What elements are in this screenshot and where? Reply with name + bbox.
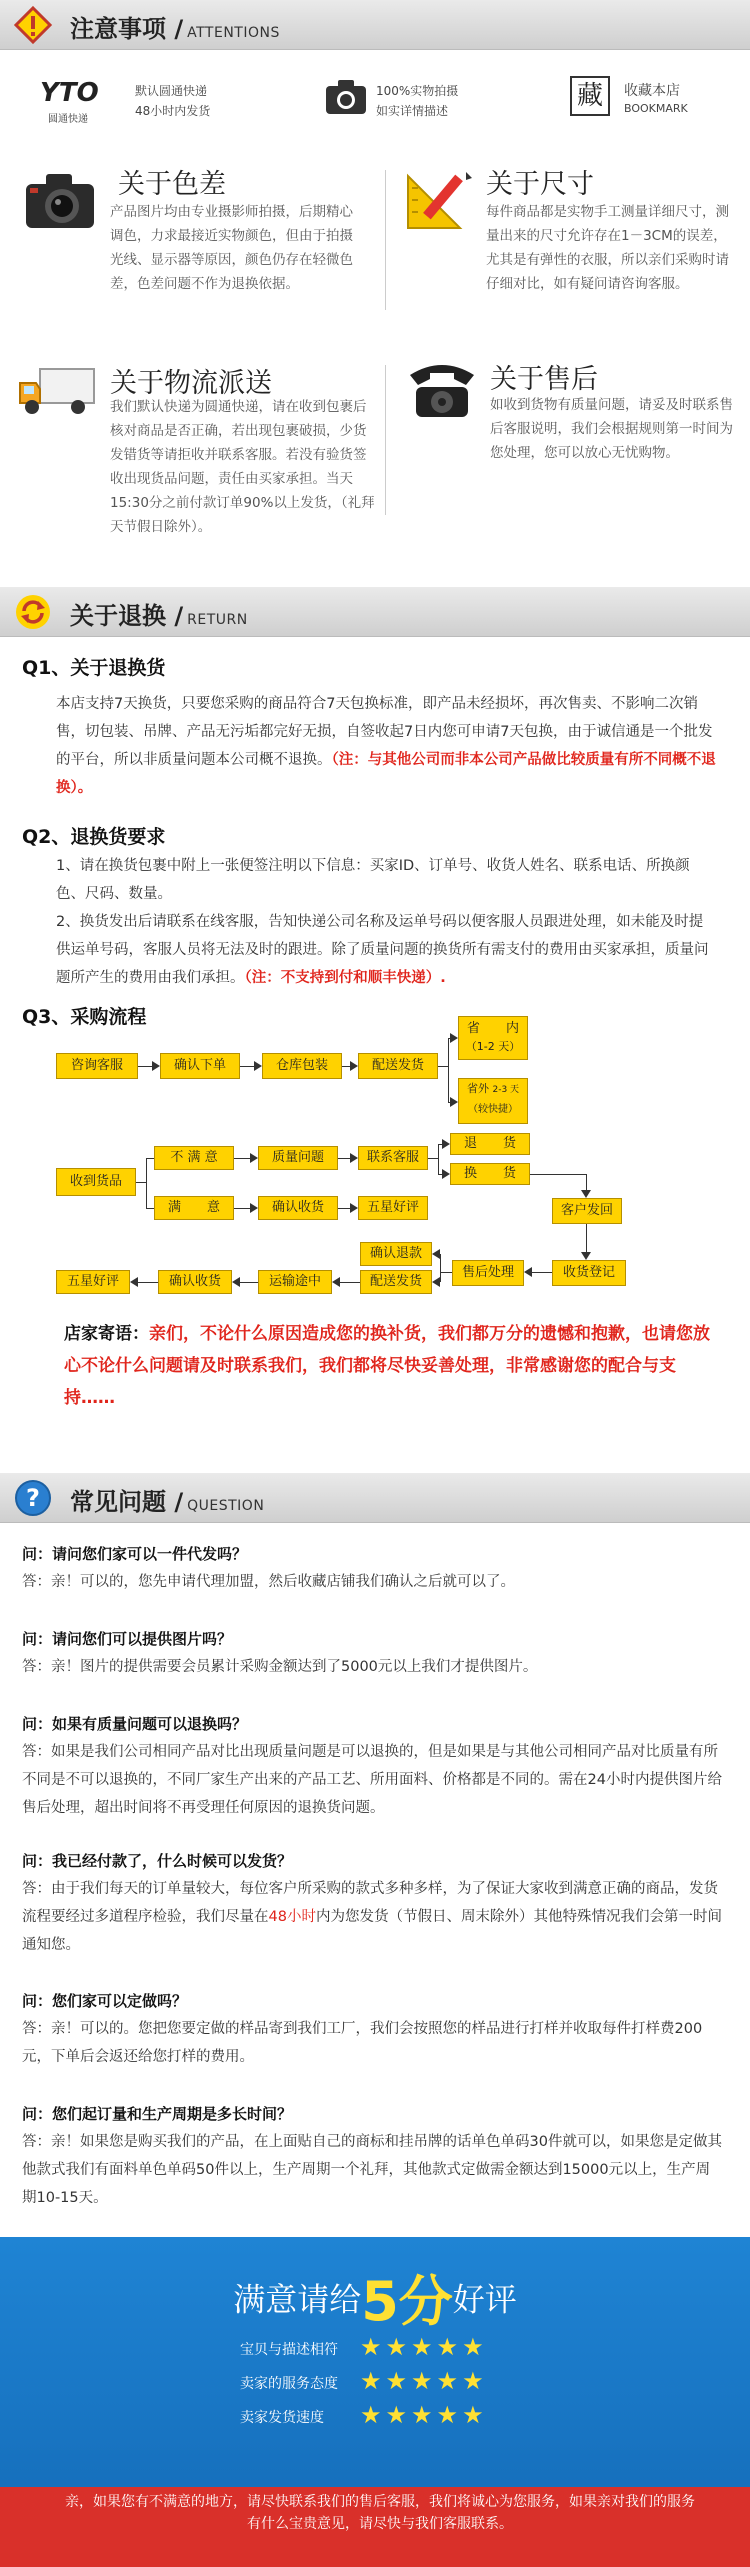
divider <box>385 170 386 310</box>
flow-customer-return: 客户发回 <box>552 1198 622 1224</box>
svg-text:?: ? <box>26 1484 40 1512</box>
strip-text: 默认圆通快递 <box>135 84 208 98</box>
strip-text: BOOKMARK <box>624 102 688 115</box>
flow-confirm-order: 确认下单 <box>160 1053 240 1079</box>
faq-header <box>0 1473 750 1523</box>
flow-five-star: 五星好评 <box>358 1196 428 1220</box>
ruler-pencil-icon <box>404 168 474 232</box>
attentions-title: 注意事项 / ATTENTIONS <box>70 15 280 43</box>
yto-logo: YTO <box>40 78 99 108</box>
flow-after-sale: 售后处理 <box>452 1260 524 1286</box>
after-sale-notice <box>0 2487 750 2567</box>
flow-arrow <box>130 1277 138 1287</box>
flow-text: 省 内 <box>466 1021 519 1036</box>
flow-line <box>530 1174 586 1175</box>
flow-text: 省外 <box>466 1082 489 1095</box>
flow-arrow <box>250 1203 258 1213</box>
flow-receive: 收到货品 <box>56 1168 136 1196</box>
faq-question: 问：我已经付款了，什么时候可以发货？ <box>22 1852 293 1870</box>
flow-arrow <box>350 1203 358 1213</box>
flow-ship: 配送发货 <box>358 1053 438 1079</box>
rating-row <box>240 2401 540 2431</box>
faq-question: 问：如果有质量问题可以退换吗？ <box>22 1715 248 1733</box>
faq-question: 问：请问您们家可以一件代发吗？ <box>22 1545 248 1563</box>
flow-consult: 咨询客服 <box>56 1053 138 1079</box>
flow-line <box>338 1282 360 1283</box>
star-rating-icon: ★★★★★ <box>360 2401 488 2429</box>
color-difference-block <box>0 150 375 330</box>
q1-title: Q1、关于退换货 <box>22 657 166 679</box>
q2-text-2: 2、换货发出后请联系在线客服，告知快递公司名称及运单号码以便客服人员跟进处理，如未能及时提供运单号码，客服人员将无法及时的跟进。除了质量问题的换货所有需支付的费用由买家承担，质量问题所产生的费用由我们承担。（注：不支持到付和顺丰快递）. <box>56 914 709 986</box>
flow-text: 2-3 天 <box>492 1085 520 1095</box>
flow-line <box>438 1144 439 1174</box>
flow-ship-again: 配送发货 <box>360 1270 432 1294</box>
flow-arrow <box>332 1277 340 1287</box>
faq-answer: 答：亲！图片的提供需要会员累计采购金额达到了5000元以上我们才提供图片。 <box>22 1659 538 1675</box>
warning-icon <box>14 6 52 44</box>
flow-arrow <box>254 1061 262 1071</box>
block-title: 关于尺寸 <box>486 169 594 200</box>
flow-arrow <box>442 1139 450 1149</box>
flow-confirm-receipt: 确认收货 <box>258 1196 338 1220</box>
flow-line <box>428 1158 438 1159</box>
flow-arrow <box>432 1249 440 1259</box>
flow-receive-register: 收货登记 <box>552 1260 626 1286</box>
rating-label: 宝贝与描述相符 <box>240 2342 338 2358</box>
flow-arrow <box>432 1277 440 1287</box>
flow-line <box>448 1038 449 1102</box>
review-banner <box>0 2237 750 2487</box>
block-title: 关于物流派送 <box>110 368 272 399</box>
after-sale-block <box>390 345 750 545</box>
flow-line <box>530 1272 552 1273</box>
faq-question: 问：请问您们可以提供图片吗？ <box>22 1630 233 1648</box>
flow-arrow <box>442 1169 450 1179</box>
divider <box>385 365 386 515</box>
block-text: 我们默认快递为圆通快递，请在收到包裹后核对商品是否正确，若出现包裹破损，少货发错货等请拒收并联系客服。若没有验货签收出现货品问题，责任由买家承担。当天15:30分之前付款订单90%以上发货，（礼拜天节假日除外）。 <box>110 399 375 535</box>
flow-exchange: 换 货 <box>450 1163 530 1185</box>
flow-shipping: 运输途中 <box>258 1270 332 1294</box>
camera-icon <box>324 78 368 116</box>
shop-message-label: 店家寄语： <box>64 1324 149 1344</box>
rating-row <box>240 2367 540 2397</box>
flow-line <box>136 1182 146 1183</box>
rating-row <box>240 2333 540 2363</box>
rating-label: 卖家发货速度 <box>240 2410 324 2426</box>
q1-text: 本店支持7天换货，只要您采购的商品符合7天包换标准，即产品未经损坏，再次售卖、不影响二次销售，切包装、吊牌、产品无污垢都完好无损，自签收起7日内您可申请7天包换，由于诚信通是一个批发的平台，所以非质量问题本公司概不退换。（注：与其他公司而非本公司产品做比较质量有所不同概不退换）。 <box>56 696 716 796</box>
faq-answer: 答：由于我们每天的订单量较大，每位客户所采购的款式多种多样，为了保证大家收到满意正确的商品，发货流程要经过多道程序检验，我们尽量在48小时内为您发货（节假日、周末除外）其他特殊情况我们会第一时间通知您。 <box>22 1881 722 1953</box>
flow-arrow <box>450 1097 458 1107</box>
photo-strip-item <box>320 72 520 122</box>
flow-confirm-receipt-2: 确认收货 <box>158 1270 232 1294</box>
faq-question: 问：您们家可以定做吗？ <box>22 1992 188 2010</box>
flow-line <box>438 1066 448 1067</box>
flow-text: （较快捷） <box>468 1104 518 1115</box>
flow-text: （1-2 天） <box>465 1040 521 1053</box>
flow-arrow <box>581 1252 591 1260</box>
refresh-arrows-icon <box>14 593 52 631</box>
shop-message <box>64 1318 714 1414</box>
flow-in-province <box>458 1016 528 1060</box>
bookmark-seal-icon: 藏 <box>570 76 610 116</box>
flow-arrow <box>152 1061 160 1071</box>
star-rating-icon: ★★★★★ <box>360 2333 488 2361</box>
question-icon <box>14 1479 52 1517</box>
faq-question: 问：您们起订量和生产周期是多长时间？ <box>22 2105 293 2123</box>
logistics-block <box>0 345 375 545</box>
faq-answer: 答：亲！可以的。您把您要定做的样品寄到我们工厂，我们会按照您的样品进行打样并收取每件打样费200元，下单后会返还给您打样的费用。 <box>22 2021 703 2065</box>
block-title: 关于售后 <box>490 364 598 395</box>
bookmark-strip-item[interactable] <box>570 72 740 122</box>
dslr-camera-icon <box>24 170 96 232</box>
attentions-header <box>0 0 750 50</box>
q3-title: Q3、采购流程 <box>22 1006 147 1028</box>
flow-arrow <box>350 1153 358 1163</box>
flow-line <box>440 1272 452 1273</box>
faq-answer: 答：亲！可以的，您先申请代理加盟，然后收藏店铺我们确认之后就可以了。 <box>22 1574 515 1590</box>
flow-pack: 仓库包装 <box>262 1053 342 1079</box>
block-title: 关于色差 <box>118 169 226 200</box>
strip-text: 48小时内发货 <box>135 104 211 118</box>
block-text: 每件商品都是实物手工测量详细尺寸，测量出来的尺寸允许存在1－3CM的误差，尤其是有弹性的衣服，所以亲们采购时请仔细对比，如有疑问请咨询客服。 <box>486 204 729 292</box>
flow-confirm-refund: 确认退款 <box>360 1242 432 1266</box>
flow-line <box>146 1208 154 1209</box>
flow-arrow <box>450 1033 458 1043</box>
flow-unsatisfied: 不 满 意 <box>154 1146 234 1170</box>
block-text: 产品图片均由专业摄影师拍摄，后期精心调色，力求最接近实物颜色，但由于拍摄光线、显示器等原因，颜色仍存在轻微色差，色差问题不作为退换依据。 <box>110 204 353 292</box>
yto-logo-sub: 圆通快递 <box>48 114 88 125</box>
faq-title: 常见问题 / QUESTION <box>70 1488 265 1516</box>
faq-answer: 答：如果是我们公司相同产品对比出现质量问题是可以退换的，但是如果是与其他公司相同产品对比质量有所不同是不可以退换的，不同厂家生产出来的产品工艺、所用面料、价格都是不同的。需在24小时内提供图片给售后处理，超出时间将不再受理任何原因的退换货问题。 <box>22 1744 722 1816</box>
q2-title: Q2、退换货要求 <box>22 826 166 848</box>
flow-line <box>238 1282 258 1283</box>
flow-out-province <box>458 1078 528 1124</box>
strip-text: 收藏本店 <box>624 83 680 99</box>
review-title: 满意请给5分好评 <box>233 2270 517 2333</box>
size-block <box>390 150 750 330</box>
flow-quality-issue: 质量问题 <box>258 1146 338 1170</box>
flow-arrow <box>524 1267 532 1277</box>
flow-five-star-2: 五星好评 <box>56 1270 130 1294</box>
telephone-icon <box>404 359 480 421</box>
flow-refund: 退 货 <box>450 1133 530 1155</box>
delivery-truck-icon <box>16 363 98 417</box>
flow-arrow <box>581 1190 591 1198</box>
flow-satisfied: 满 意 <box>154 1196 234 1220</box>
strip-text: 如实详情描述 <box>376 104 449 118</box>
flow-contact-cs: 联系客服 <box>358 1146 428 1170</box>
return-title: 关于退换 / RETURN <box>70 602 248 630</box>
shipping-strip-item <box>20 72 230 125</box>
flow-arrow <box>250 1153 258 1163</box>
flow-line <box>136 1282 158 1283</box>
shop-message-text: 亲们，不论什么原因造成您的换补货，我们都万分的遗憾和抱歉，也请您放心不论什么问题请及时联系我们，我们都将尽快妥善处理，非常感谢您的配合与支持…… <box>64 1324 710 1408</box>
return-header <box>0 587 750 637</box>
q2-text-1: 1、请在换货包裹中附上一张便签注明以下信息：买家ID、订单号、收货人姓名、联系电话、所换颜色、尺码、数量。 <box>56 858 690 902</box>
faq-answer: 答：亲！如果您是购买我们的产品，在上面贴自己的商标和挂吊牌的话单色单码30件就可以，如果您是定做其他款式我们有面料单色单码50件以上，生产周期一个礼拜，其他款式定做需金额达到15000元以上，生产周期10-15天。 <box>22 2134 722 2206</box>
flow-line <box>440 1254 441 1282</box>
flow-arrow <box>350 1061 358 1071</box>
block-text: 如收到货物有质量问题，请妥及时联系售后客服说明，我们会根据规则第一时间为您处理，您可以放心无忧购物。 <box>490 397 733 461</box>
strip-text: 100%实物拍摄 <box>376 84 459 98</box>
star-rating-icon: ★★★★★ <box>360 2367 488 2395</box>
flow-line <box>146 1158 154 1159</box>
flow-arrow <box>232 1277 240 1287</box>
rating-label: 卖家的服务态度 <box>240 2376 338 2392</box>
after-sale-notice-text: 亲，如果您有不满意的地方，请尽快联系我们的售后客服，我们将诚心为您服务，如果亲对我们的服务有什么宝贵意见，请尽快与我们客服联系。 <box>65 2494 695 2532</box>
flow-line <box>146 1158 147 1208</box>
